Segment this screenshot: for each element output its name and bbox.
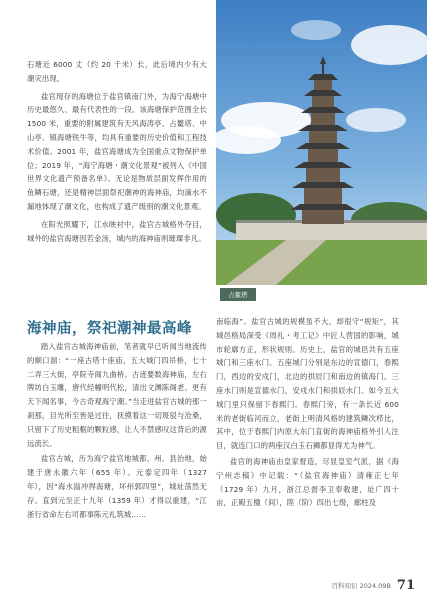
left-lower-text-column	[27, 340, 207, 523]
page-number: 71	[396, 578, 415, 593]
paragraph-left-1: 石塘近 6000 丈（约 20 千米）长，此后境内少有大潮灾出现。	[27, 60, 207, 83]
paragraph-left-2: 盐官现存的海塘位于盐官镇南门外，为海宁海塘中历史最悠久、最有代表性的一段。该海塘保护范围全长 1500 米，重要的附属建筑有天风海涛亭、占鳌塔、中山亭、镇海塘铁牛等，均具有重要的历史价值和工程技术价值。2001 年，盐官海塘成为全国重点文物保护单位；2019 年，“海宁海塘・潮文化景观”被列入《中国世界文化遗产预备名单》。无论是物质层面发挥作用的鱼鳞石塘，还是精神层面祭祀潮神的海神庙，均滴水不漏地体现了潮文化，也构成了遗产级别的潮文化景观。	[27, 91, 207, 211]
pagoda-photo	[216, 0, 427, 285]
paragraph-left-lower-2: 盐官古城，历为海宁盐官地城都，州、县治地，始建于唐永徽六年（655 年）。元泰定四年（1327 年），因“海水溢冲捍海塘，坏州郭四里”，城址荡然无存。直到元至正十九年（1359 年）才得以重建，“江浙行省命左右司都事陈元礼筑城……	[27, 454, 207, 519]
magazine-name: 百科知识 2024.09B	[331, 582, 391, 590]
photo-caption: 占鳌塔	[220, 288, 256, 301]
section-heading: 海神庙，祭祀潮神最高峰	[27, 320, 192, 337]
paragraph-left-3: 在阳光照耀下，江水映衬中，盐官古城格外夺目，城外的盐官海塘因若金汤，城内的海神庙则璀璨非凡。	[27, 219, 207, 243]
page-footer	[332, 578, 416, 593]
paragraph-right-1: 南临海”。盐官古城的规模虽不大，却很守“规矩”，其城邑格局深受《周礼・考工记》中匠人营国的影响，城市轮廓方正，形状规则。历史上，盐官的城邑共有五座城门和三座水门。五座城门分别是东边的宣德门，春熙门，西边的安戍门，北边的拱辰门和南边的镇海门。三座水门则是宣德水门，安戍水门和拱辰水门。如今五大城门里只保留下春熙门。春熙门旁，有一条长近 600 米的老街临河而立，老街上明清风格的建筑鳞次栉比，其中，位于春熙门内原大东门直街的海神庙格外引人注目，就连门口的两座汉白玉石狮都显得尤为神气。	[216, 317, 399, 451]
left-top-text-column	[27, 58, 207, 249]
photo-caption-bar	[216, 285, 427, 303]
paragraph-left-lower-1: 踏入盐官古城海神庙前，笔者就早已听闻当地流传的顺口溜：“一座古塔十座庙，五大城门四吊桥，七十二弄三大街，亭院寺阁九曲桥。古迹要数海神庙，左右牌坊白玉雕，唐代经幢明代松，清出文渊陈阁老。更有天下闻名事，今古奇观海宁潮。”当走进盐官古城的那一刹那，目光所至皆是过往，抚摸着这一切斑驳与沧桑，只留下了历史粗粝的颗粒感，让人不禁感叹这背后的源远流长。	[27, 342, 207, 448]
paragraph-right-2: 盐官的海神庙由皇家督造，尽显皇室气派，据《海宁州志稿》中记载：“（盐官海神庙）清雍正七年（1729 年）九月，浙江总督李卫奉敕建，址广四十亩，正殿五楹（间），陛（阶）四出七级，廊柱及	[216, 456, 399, 508]
right-lower-text-column	[216, 315, 399, 512]
